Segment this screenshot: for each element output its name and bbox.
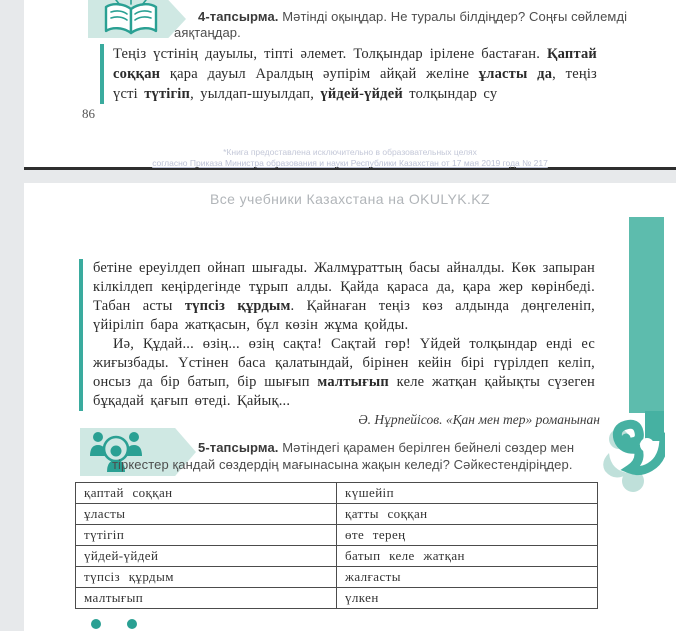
- passage-paragraph: [93, 259, 595, 335]
- passage-segment: бетіне ереуілдеп ойнап шығады. Жалмұраттың басы айналды. Көк запыран кілкілдеп кеңірдегінде тұрып алды. Қайда қараса да, қара жер көрінбеді. Табан асты: [93, 260, 595, 314]
- watermark-text: Все учебники Казахстана на OKULYK.KZ: [210, 191, 490, 207]
- table-cell-right: өте терең: [337, 525, 598, 546]
- passage-bold-term: түпсіз құрдым: [184, 298, 291, 314]
- task5-label: 5-тапсырма.: [198, 440, 279, 455]
- passage-bold-term: үйдей-үйдей: [320, 86, 403, 102]
- passage-segment: , теңіз үсті: [113, 66, 597, 102]
- passage-segment: қара дауыл Аралдың әупірім айқай желіне: [160, 66, 479, 82]
- table-cell-left: үйдей-үйдей: [76, 546, 337, 567]
- group-work-icon-partial: [84, 617, 146, 631]
- author-attribution: Ә. Нұрпейісов. «Қан мен тер» романынан: [358, 412, 600, 427]
- passage-segment: келе жатқан қайықты сүзеген бұқадай қағып өтеді. Қайық...: [93, 374, 595, 409]
- task4-instruction: [174, 9, 649, 41]
- passage-bold-term: Қаптай соққан: [113, 46, 597, 82]
- passage-paragraph: [93, 335, 595, 411]
- table-cell-left: ұласты: [76, 504, 337, 525]
- table-cell-left: малтығып: [76, 588, 337, 609]
- passage-segment: Теңіз үстінің дауылы, тіпті әлемет. Толқындар ірілене бастаған.: [113, 46, 547, 62]
- matching-table: [75, 482, 598, 609]
- passage-bold-term: малтығып: [317, 374, 389, 390]
- task4-label: 4-тапсырма.: [198, 9, 279, 24]
- copyright-line1: *Книга предоставлена исключительно в образовательных целях: [223, 147, 477, 157]
- open-book-icon: [98, 0, 164, 40]
- task5-instruction-text: Мәтіндегі қарамен берілген бейнелі сөздер мен тіркестер қандай сөздердің мағынасына жақын келеді? Сәйкестендіріңдер.: [112, 440, 575, 472]
- passage-segment: , уылдап-шуылдап,: [190, 86, 321, 102]
- table-cell-left: түтігіп: [76, 525, 337, 546]
- task4-instruction-text: Мәтінді оқыңдар. Не туралы білдіңдер? Соңғы сөйлемді аяқтаңдар.: [174, 9, 628, 40]
- table-row: [76, 504, 598, 525]
- passage-segment: толқындар су: [402, 86, 498, 102]
- table-row: [76, 525, 598, 546]
- table-row: [76, 483, 598, 504]
- task5-instruction: [112, 439, 632, 473]
- table-cell-right: қатты соққан: [337, 504, 598, 525]
- passage-bold-term: ұласты да: [478, 66, 553, 82]
- copyright-line2-link[interactable]: согласно Приказа Министра образования и науки Республики Казахстан от 17 мая 2019 года № 217: [152, 158, 548, 168]
- textbook-page-bottom: [24, 183, 676, 631]
- table-cell-right: жалғасты: [337, 567, 598, 588]
- table-row: [76, 567, 598, 588]
- textbook-page-top: [24, 0, 676, 170]
- table-row: [76, 546, 598, 567]
- passage-task4: [100, 44, 597, 104]
- passage-segment: . Қайнаған теңіз көз алдында дөңгеленіп, үйіріліп бара жатқасын, бұл көзін жұма қойды.: [93, 298, 596, 333]
- table-cell-right: батып келе жатқан: [337, 546, 598, 567]
- side-accent-bar: [629, 217, 664, 413]
- page-number: 86: [82, 106, 95, 121]
- table-cell-right: күшейіп: [337, 483, 598, 504]
- table-cell-right: үлкен: [337, 588, 598, 609]
- passage-task5-source: [79, 259, 595, 411]
- table-row: [76, 588, 598, 609]
- table-cell-left: түпсіз құрдым: [76, 567, 337, 588]
- passage-bold-term: түтігіп: [144, 86, 191, 102]
- table-cell-left: қаптай соққан: [76, 483, 337, 504]
- passage-segment: Иә, Құдай... өзің... өзің сақта! Сақтай гөр! Үйдей толқындар енді ес жиғызбады. Үстінен баса қалатындай, бірінен кейін бірі гүрілдеп келіп, онсыз да бір батып, бір шығып: [93, 336, 595, 390]
- copyright-note: [24, 147, 676, 169]
